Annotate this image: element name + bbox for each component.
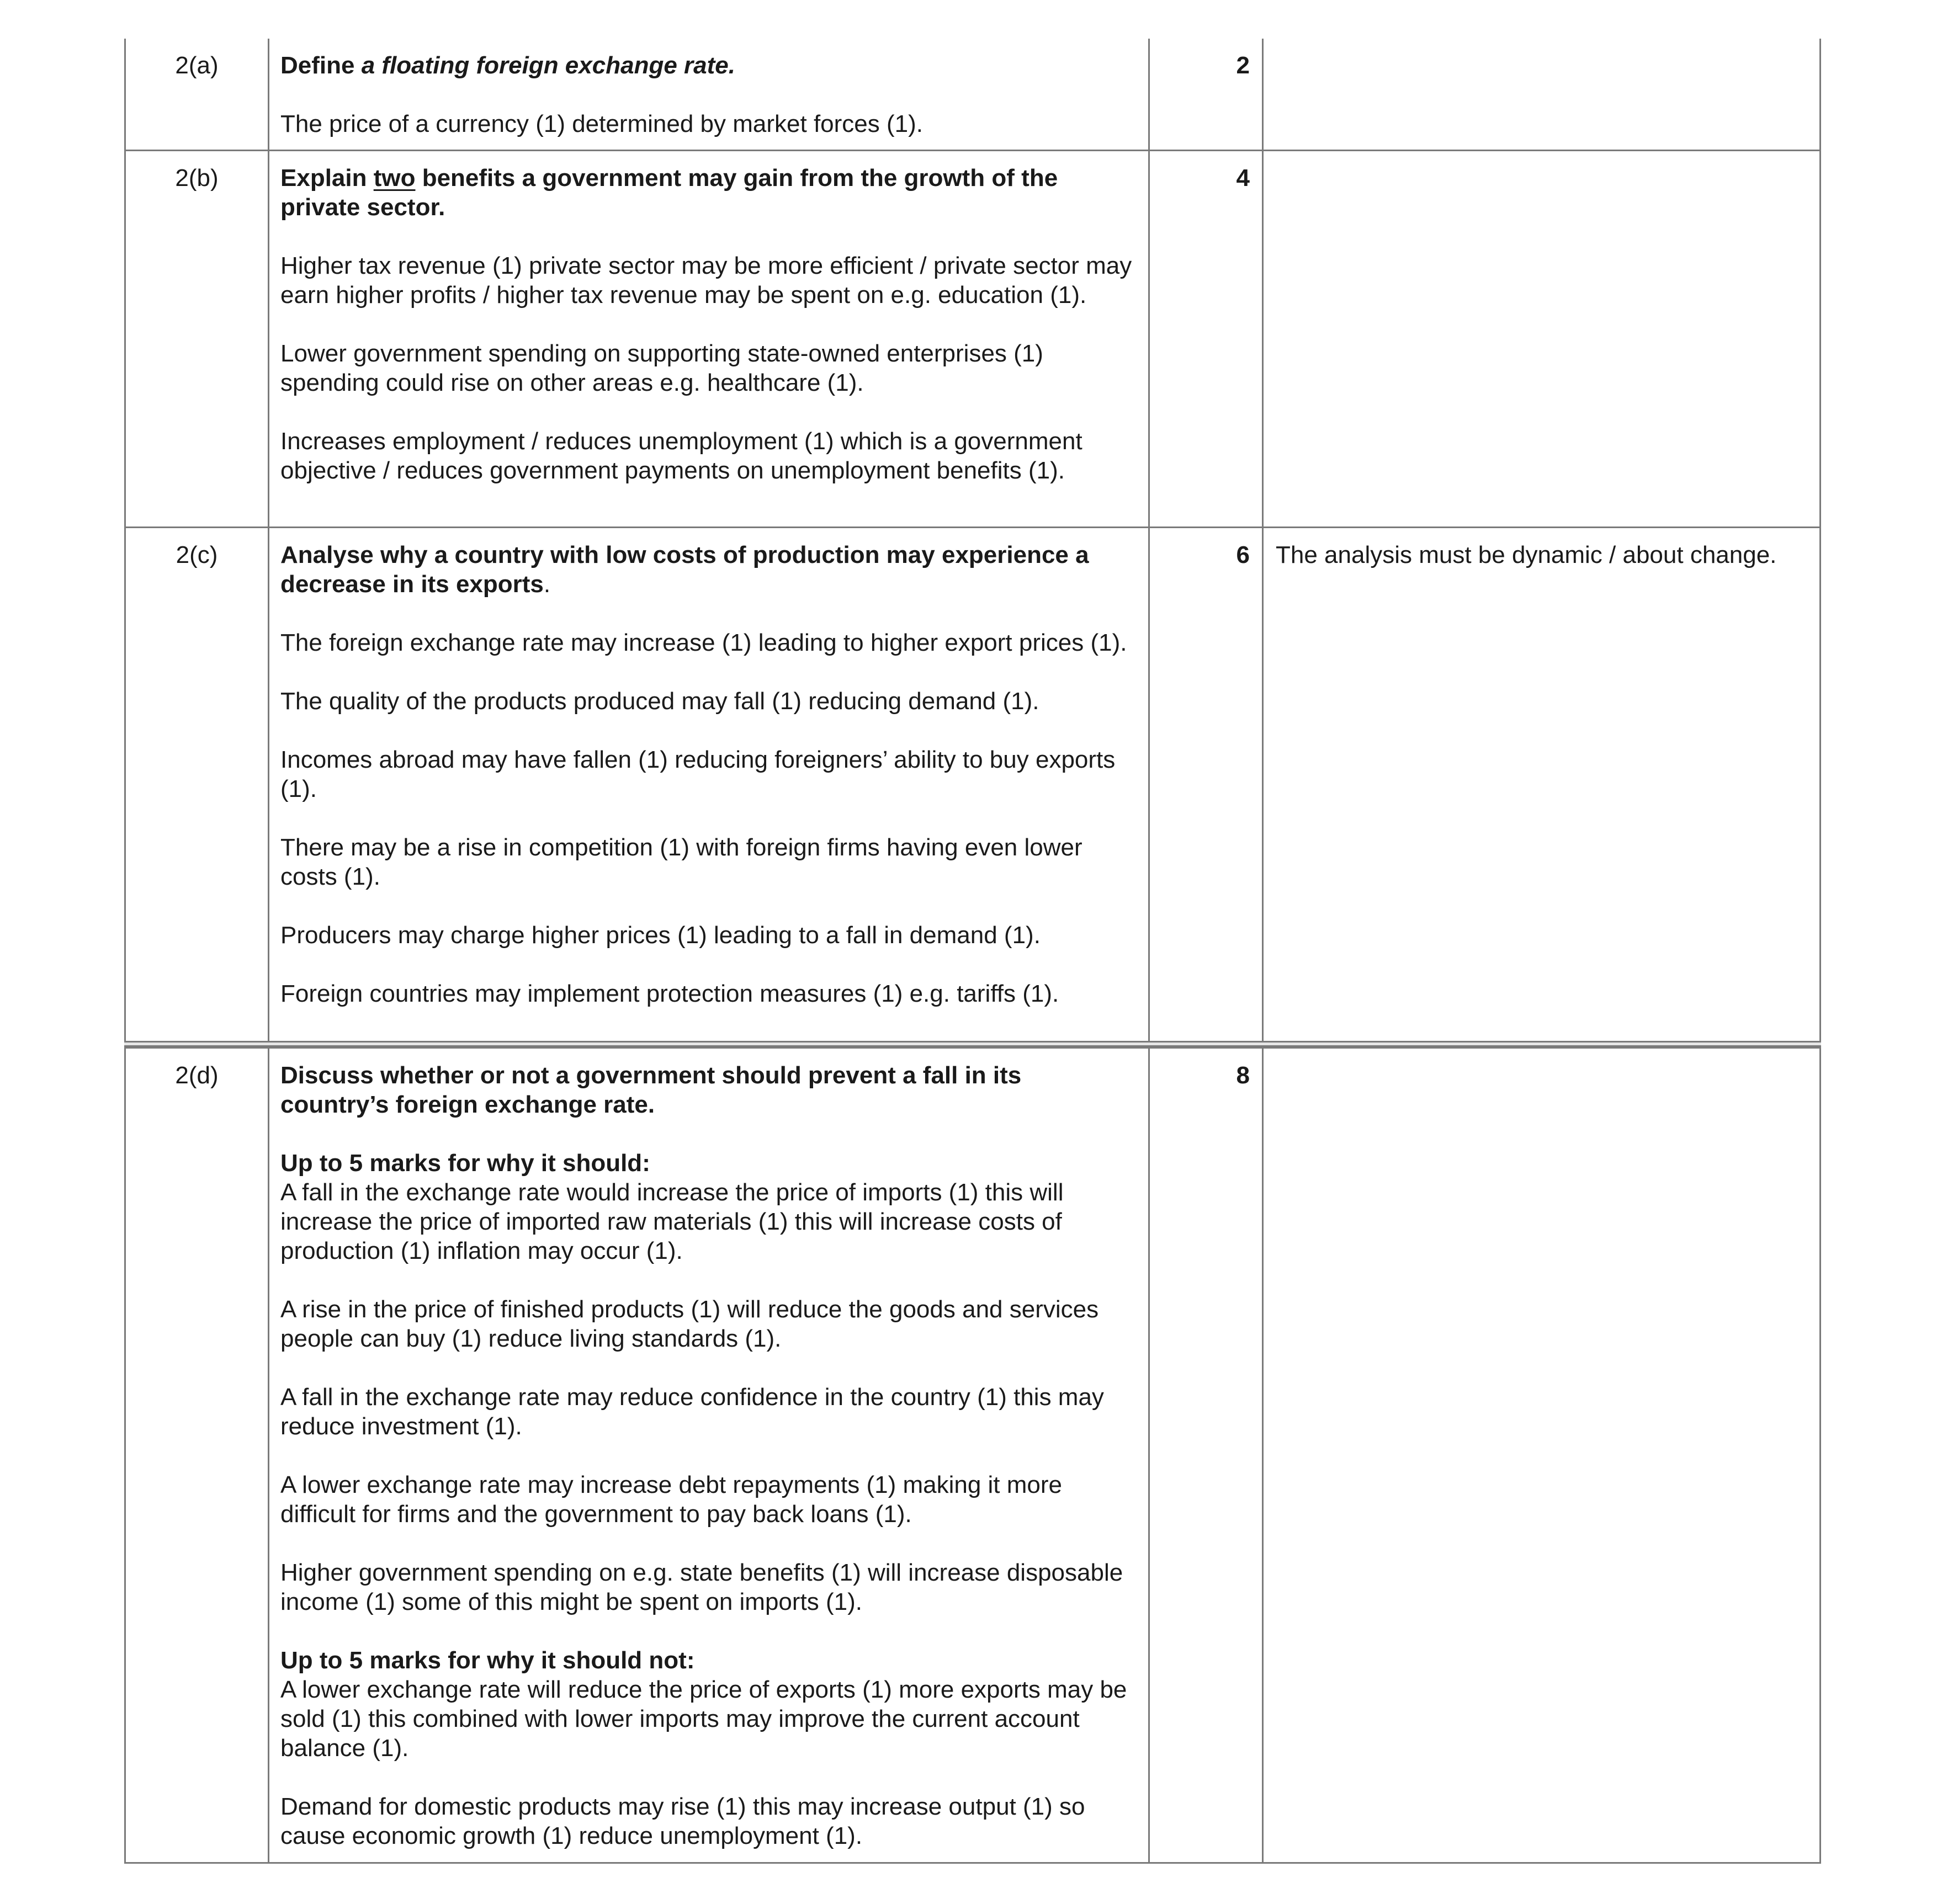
guidance-text: [1264, 39, 1819, 62]
marks-value: 6: [1236, 541, 1250, 568]
should-point: A lower exchange rate may increase debt repayments (1) making it more difficult for firms and the government to pay back loans (1).: [280, 1471, 1062, 1528]
guidance-text: [1264, 1049, 1819, 1072]
guidance-text: [1264, 151, 1819, 174]
marks-cell: [1149, 528, 1263, 1046]
question-title-italic: a floating foreign exchange rate.: [361, 52, 735, 79]
marks-cell: [1149, 151, 1263, 528]
answer-point: Producers may charge higher prices (1) leading to a fall in demand (1).: [280, 922, 1041, 949]
question-title-prefix: Define: [280, 52, 362, 79]
marks-cell: [1149, 39, 1263, 151]
question-number-cell: [125, 39, 269, 151]
table-page-break-band: [124, 1041, 1821, 1047]
marks-value: 2: [1236, 52, 1250, 79]
question-title-prefix: Explain: [280, 164, 374, 192]
answer-cell: [269, 528, 1149, 1046]
question-number-cell: [125, 528, 269, 1046]
question-title-suffix: benefits a government may gain from the growth of the private sector.: [280, 164, 1058, 221]
should-heading: Up to 5 marks for why it should:: [280, 1150, 650, 1177]
should-point: A fall in the exchange rate may reduce confidence in the country (1) this may reduce investment (1).: [280, 1384, 1104, 1440]
question-title: [280, 51, 1136, 80]
answer-point: There may be a rise in competition (1) with foreign firms having even lower costs (1).: [280, 834, 1082, 890]
guidance-cell: [1263, 39, 1821, 151]
question-row-2b: [125, 151, 1821, 528]
question-number: 2(d): [175, 1062, 219, 1089]
question-title-end: .: [543, 571, 551, 598]
question-number: 2(c): [176, 541, 218, 568]
answer-point: Incomes abroad may have fallen (1) reducing foreigners’ ability to buy exports (1).: [280, 746, 1116, 802]
question-row-2a: [125, 39, 1821, 151]
question-title: [280, 163, 1136, 222]
question-title: [280, 540, 1136, 599]
should-point: A fall in the exchange rate would increase the price of imports (1) this will increase the price of imported raw materials (1) this will increase costs of production (1) inflation may occur (1).: [280, 1179, 1064, 1264]
answer-point: Increases employment / reduces unemployment (1) which is a government objective / reduces government payments on unemployment benefits (1).: [280, 428, 1082, 484]
answer-point: Higher tax revenue (1) private sector may be more efficient / private sector may earn higher profits / higher tax revenue may be spent on e.g. education (1).: [280, 252, 1132, 309]
mark-scheme-table-top: [124, 39, 1821, 1047]
mark-scheme-table-bottom: [124, 1047, 1821, 1864]
guidance-cell: [1263, 1048, 1821, 1863]
question-title-underlined: two: [373, 164, 416, 192]
question-number-cell: [125, 151, 269, 528]
question-title-bold: Analyse why a country with low costs of production may experience a decrease in its exports: [280, 541, 1089, 598]
question-title: Discuss whether or not a government should prevent a fall in its country’s foreign exchange rate.: [280, 1062, 1022, 1118]
answer-point: The foreign exchange rate may increase (1) leading to higher export prices (1).: [280, 629, 1127, 656]
question-number: 2(a): [175, 52, 219, 79]
question-row-2c: [125, 528, 1821, 1046]
marks-cell: [1149, 1048, 1263, 1863]
should-not-point: A lower exchange rate will reduce the price of exports (1) more exports may be sold (1) this combined with lower imports may improve the current account balance (1).: [280, 1676, 1127, 1762]
answer-point: Lower government spending on supporting state-owned enterprises (1) spending could rise on other areas e.g. healthcare (1).: [280, 340, 1043, 396]
marks-value: 4: [1236, 164, 1250, 192]
should-not-point: Demand for domestic products may rise (1) this may increase output (1) so cause economic growth (1) reduce unemployment (1).: [280, 1793, 1085, 1849]
answer-cell: [269, 1048, 1149, 1863]
question-number: 2(b): [175, 164, 219, 192]
answer-point: Foreign countries may implement protection measures (1) e.g. tariffs (1).: [280, 980, 1059, 1007]
question-number-cell: [125, 1048, 269, 1863]
answer-cell: [269, 151, 1149, 528]
guidance-text: The analysis must be dynamic / about change.: [1276, 541, 1777, 568]
question-row-2d: [125, 1048, 1821, 1863]
should-not-heading: Up to 5 marks for why it should not:: [280, 1647, 695, 1674]
guidance-cell: [1263, 528, 1821, 1046]
answer-point: The quality of the products produced may fall (1) reducing demand (1).: [280, 688, 1039, 715]
should-point: A rise in the price of finished products (1) will reduce the goods and services people can buy (1) reduce living standards (1).: [280, 1296, 1099, 1352]
answer-cell: [269, 39, 1149, 151]
answer-point: The price of a currency (1) determined by market forces (1).: [280, 110, 923, 137]
should-point: Higher government spending on e.g. state benefits (1) will increase disposable income (1) some of this might be spent on imports (1).: [280, 1559, 1123, 1615]
marks-value: 8: [1236, 1062, 1250, 1089]
guidance-cell: [1263, 151, 1821, 528]
